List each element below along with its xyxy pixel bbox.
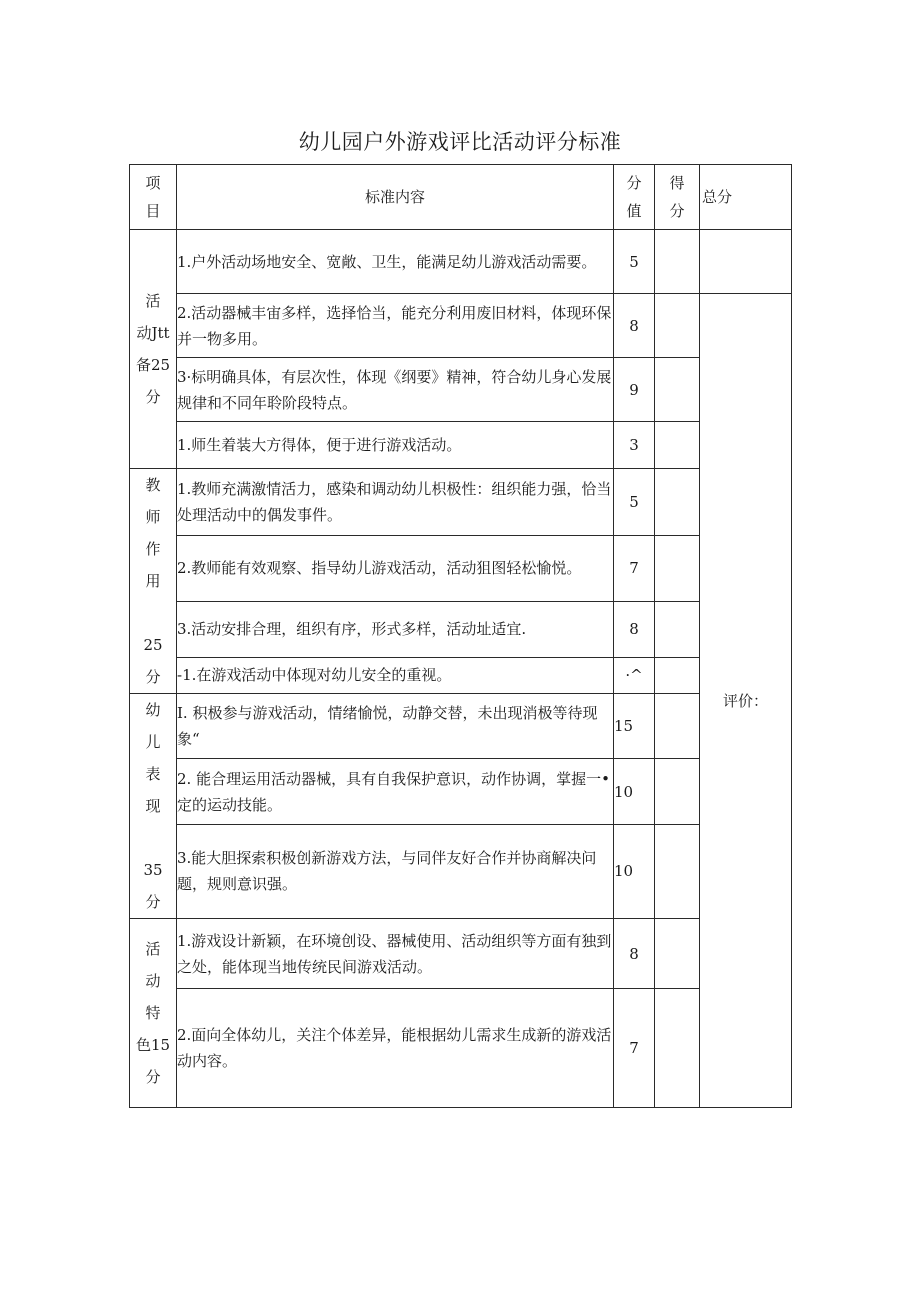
- category-cell: 活 动 特 色15 分: [130, 919, 177, 1108]
- score-cell: [655, 919, 700, 989]
- score-cell: [655, 469, 700, 536]
- points-value: 5: [614, 469, 655, 536]
- criterion-text: 1.游戏设计新颖，在环境创设、器械使用、活动组织等方面有独到之处，能体现当地传统民间游戏活动。: [177, 919, 614, 989]
- table-row: [130, 535, 792, 602]
- criterion-text: 3.能大胆探索积极创新游戏方法，与同伴友好合作并协商解决问题，规则意识强。: [177, 824, 614, 918]
- category-cell: 教 师 作 用 25 分: [130, 469, 177, 694]
- points-value: 8: [614, 602, 655, 657]
- score-cell: [655, 824, 700, 918]
- points-value: ·^: [614, 657, 655, 693]
- table-row: [130, 294, 792, 358]
- table-row: [130, 657, 792, 693]
- table-row: [130, 759, 792, 824]
- document-title: 幼儿园户外游戏评比活动评分标准: [298, 130, 622, 154]
- table-row: [130, 230, 792, 294]
- category-cell: 幼 儿 表 现 35 分: [130, 694, 177, 919]
- category-cell: 活 动Jtt 备25 分: [130, 230, 177, 469]
- header-standard: 标准内容: [177, 165, 614, 230]
- score-cell: [655, 535, 700, 602]
- points-value: 10: [614, 759, 655, 824]
- criterion-text: 1.户外活动场地安全、宽敞、卫生，能满足幼儿游戏活动需要。: [177, 230, 614, 294]
- table-row: [130, 989, 792, 1108]
- total-cell: [700, 230, 792, 294]
- points-value: 9: [614, 358, 655, 422]
- header-points: 分 值: [614, 165, 655, 230]
- criterion-text: 2.面向全体幼儿，关注个体差异，能根据幼儿需求生成新的游戏活动内容。: [177, 989, 614, 1108]
- header-row: [130, 165, 792, 230]
- points-value: 15: [614, 694, 655, 759]
- score-cell: [655, 358, 700, 422]
- points-value: 7: [614, 989, 655, 1108]
- score-cell: [655, 294, 700, 358]
- points-value: 5: [614, 230, 655, 294]
- table-row: [130, 694, 792, 759]
- table-row: [130, 824, 792, 918]
- score-cell: [655, 602, 700, 657]
- points-value: 8: [614, 294, 655, 358]
- header-total: 总分: [700, 165, 792, 230]
- criterion-text: 1.师生着装大方得体，便于进行游戏活动。: [177, 422, 614, 469]
- scoring-table: [129, 164, 792, 1108]
- score-cell: [655, 422, 700, 469]
- criterion-text: 2. 能合理运用活动器械，具有自我保护意识，动作协调，掌握一•定的运动技能。: [177, 759, 614, 824]
- criterion-text: 2.活动器械丰宙多样，选择恰当，能充分利用废旧材料，体现环保并一物多用。: [177, 294, 614, 358]
- points-value: 3: [614, 422, 655, 469]
- criterion-text: -1.在游戏活动中体现对幼儿安全的重视。: [177, 657, 614, 693]
- score-cell: [655, 657, 700, 693]
- table-row: [130, 358, 792, 422]
- criterion-text: 2.教师能有效观察、指导幼儿游戏活动，活动狙图轻松愉悦。: [177, 535, 614, 602]
- criterion-text: 3·标明确具体，有层次性，体现《纲要》精神，符合幼儿身心发展规律和不同年聆阶段特点。: [177, 358, 614, 422]
- header-item: 项 目: [130, 165, 177, 230]
- criterion-text: 1.教师充满激情活力，感染和调动幼儿枳极性：组织能力强，恰当处理活动中的偶发事件。: [177, 469, 614, 536]
- points-value: 10: [614, 824, 655, 918]
- table-row: [130, 422, 792, 469]
- points-value: 7: [614, 535, 655, 602]
- score-cell: [655, 230, 700, 294]
- points-value: 8: [614, 919, 655, 989]
- table-row: [130, 602, 792, 657]
- table-row: [130, 919, 792, 989]
- table-row: [130, 469, 792, 536]
- header-score: 得 分: [655, 165, 700, 230]
- score-cell: [655, 759, 700, 824]
- evaluation-cell: 评价：: [700, 294, 792, 1108]
- score-cell: [655, 694, 700, 759]
- score-cell: [655, 989, 700, 1108]
- criterion-text: 3.活动安排合理，组织有序，形式多样，活动址适宜.: [177, 602, 614, 657]
- criterion-text: I. 积极参与游戏活动，情绪愉悦，动静交替，未出现消极等待现象“: [177, 694, 614, 759]
